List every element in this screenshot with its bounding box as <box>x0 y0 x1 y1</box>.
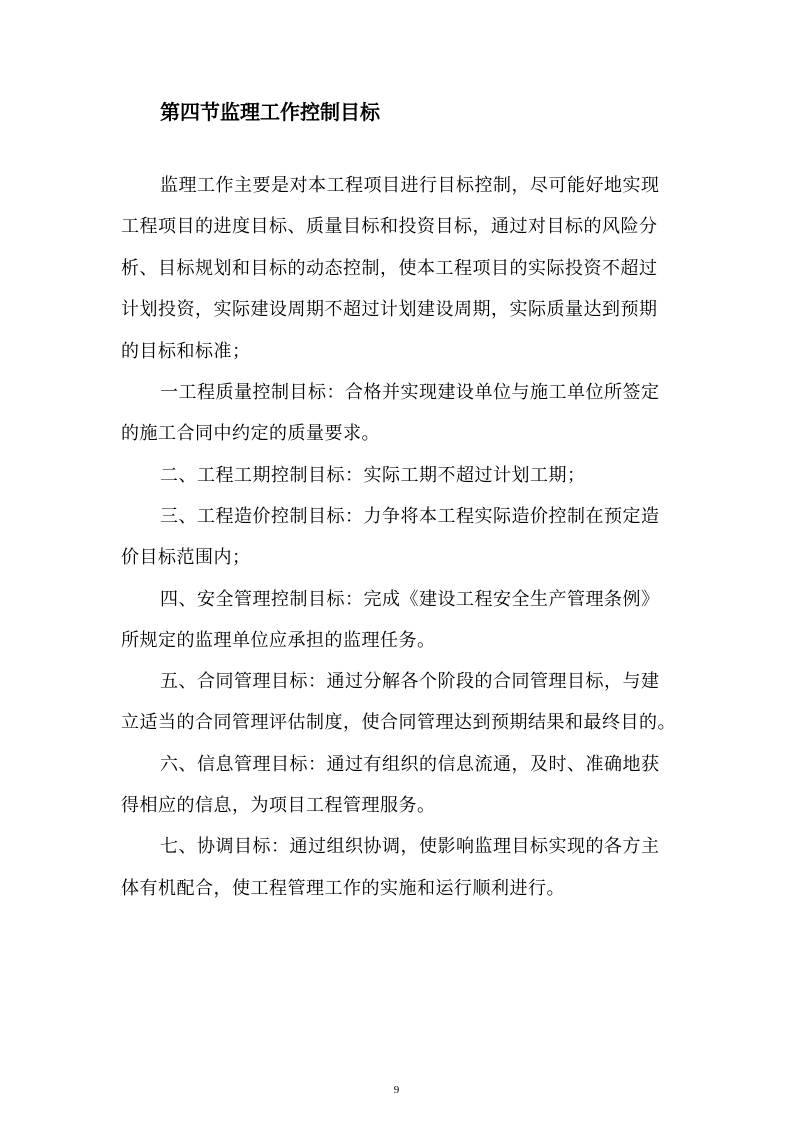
paragraph-line: 得相应的信息，为项目工程管理服务。 <box>121 795 436 816</box>
paragraph-line: 体有机配合，使工程管理工作的实施和运行顺利进行。 <box>121 878 565 899</box>
paragraph-line: 二、工程工期控制目标：实际工期不超过计划工期； <box>160 465 586 486</box>
paragraph-line: 立适当的合同管理评估制度，使合同管理达到预期结果和最终目的。 <box>121 712 676 733</box>
section-title: 第四节监理工作控制目标 <box>160 100 380 124</box>
paragraph-line: 计划投资，实际建设周期不超过计划建设周期，实际质量达到预期 <box>121 299 658 320</box>
paragraph-line: 工程项目的进度目标、质量目标和投资目标，通过对目标的风险分 <box>121 216 658 237</box>
paragraph-line: 五、合同管理目标：通过分解各个阶段的合同管理目标，与建 <box>160 671 660 692</box>
paragraph-line: 析、目标规划和目标的动态控制，使本工程项目的实际投资不超过 <box>121 258 658 279</box>
paragraph-line: 所规定的监理单位应承担的监理任务。 <box>121 630 436 651</box>
paragraph-line: 的目标和标准； <box>121 341 251 362</box>
page-number: 9 <box>393 1084 400 1096</box>
paragraph-line: 六、信息管理目标：通过有组织的信息流通，及时、准确地获 <box>160 754 660 775</box>
paragraph-line: 的施工合同中约定的质量要求。 <box>121 423 380 444</box>
paragraph-line: 一工程质量控制目标：合格并实现建设单位与施工单位所签定 <box>160 382 660 403</box>
paragraph-line: 三、工程造价控制目标：力争将本工程实际造价控制在预定造 <box>160 506 660 527</box>
paragraph-line: 价目标范围内； <box>121 547 251 568</box>
paragraph-line: 七、协调目标：通过组织协调，使影响监理目标实现的各方主 <box>160 836 660 857</box>
paragraph-line: 监理工作主要是对本工程项目进行目标控制，尽可能好地实现 <box>160 175 660 196</box>
paragraph-line: 四、安全管理控制目标：完成《建设工程安全生产管理条例》 <box>160 589 660 610</box>
